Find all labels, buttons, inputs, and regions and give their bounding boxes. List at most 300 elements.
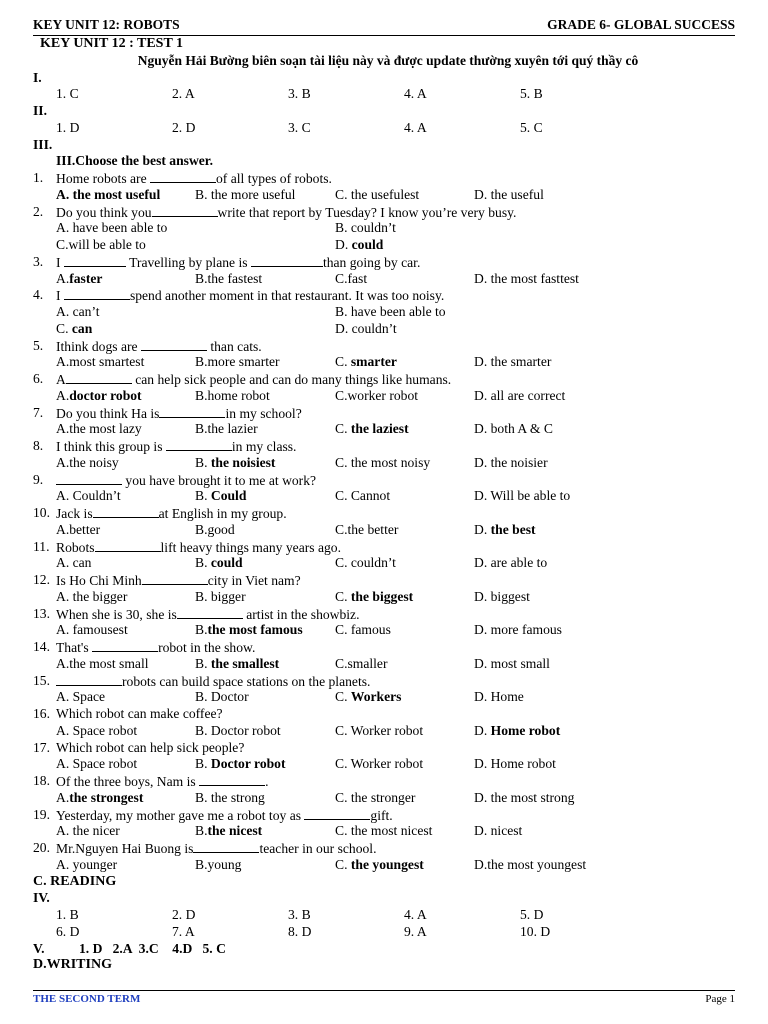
option-row — [33, 555, 743, 572]
option-text: A.the noisy — [56, 454, 119, 470]
answer-blank — [141, 338, 207, 351]
answer: 1. C — [56, 86, 79, 102]
page-header — [33, 17, 735, 36]
question-text: in my school? — [225, 405, 302, 421]
option-letter: D. — [474, 722, 491, 738]
answer-option — [335, 790, 415, 807]
test-title: KEY UNIT 12 : TEST 1 — [40, 36, 184, 51]
option-text: C. the usefulest — [335, 186, 420, 202]
answer-option — [195, 187, 295, 204]
option-text: the best — [490, 521, 536, 537]
answer-option — [335, 304, 446, 321]
option-text: Could — [210, 488, 247, 504]
option-row — [33, 723, 743, 740]
question-stem — [33, 254, 743, 271]
question-number: 6. — [33, 371, 44, 386]
option-letter: B. — [195, 454, 211, 470]
answer-option — [195, 388, 270, 405]
answer-option — [335, 321, 397, 338]
answer-option-correct — [195, 455, 275, 472]
question-text: in my class. — [231, 439, 297, 454]
option-text: D. biggest — [474, 588, 530, 604]
footer-term: THE SECOND TERM — [33, 993, 141, 1005]
option-row — [33, 790, 743, 807]
question-text: write that report by Tuesday? I know you’re very busy. — [217, 204, 517, 220]
question-stem — [33, 606, 743, 623]
option-text: can — [71, 320, 93, 336]
option-row — [33, 589, 743, 606]
option-text: the most famous — [207, 622, 303, 638]
reading-section-label: C. READING — [33, 873, 117, 889]
option-text: C. couldn’t — [335, 555, 396, 571]
header-unit-title: KEY UNIT 12: ROBOTS — [33, 17, 180, 32]
part-4-answers-row-1 — [33, 907, 743, 924]
option-text: D. the noisier — [474, 454, 548, 470]
option-text: the strongest — [69, 789, 144, 805]
answer-option-correct — [56, 321, 92, 338]
answer-option — [56, 656, 149, 673]
question-stem — [33, 807, 743, 824]
part-2-answers — [33, 120, 743, 137]
option-text: D.the most youngest — [474, 856, 587, 872]
question-number: 3. — [33, 253, 44, 269]
option-text: A. the most useful — [56, 186, 161, 202]
answer-blank — [56, 673, 122, 686]
question-number: 2. — [33, 203, 44, 219]
author-note: Nguyễn Hải Bường biên soạn tài liệu này và được update thường xuyên tới quý thầy cô — [137, 52, 639, 68]
option-text: D. Home — [474, 689, 524, 705]
answer-blank — [304, 807, 370, 820]
part-3-heading-text: Choose the best answer. — [75, 153, 213, 169]
answer-option — [474, 689, 524, 706]
option-text: A. Space robot — [56, 722, 138, 738]
question-stem — [33, 773, 743, 790]
option-letter: A. — [56, 270, 70, 286]
answer-option — [474, 354, 551, 371]
question-number: 19. — [33, 806, 50, 822]
option-letter: C. — [335, 421, 351, 437]
question-stem — [33, 287, 743, 304]
answer-option-correct — [195, 823, 262, 840]
question-text: Of the three boys, Nam is — [56, 774, 200, 789]
answer-option — [474, 823, 522, 840]
option-text: smarter — [350, 354, 397, 370]
option-text: B.the fastest — [195, 270, 263, 286]
option-text: D. are able to — [474, 555, 548, 571]
answer-blank — [56, 472, 122, 485]
question-stem — [33, 673, 743, 690]
question-stem — [33, 371, 743, 388]
option-text: the biggest — [350, 588, 414, 604]
answer-option-correct — [195, 656, 279, 673]
answer-option — [195, 421, 258, 438]
answer: 1. D — [56, 119, 80, 135]
option-letter: C. — [335, 354, 351, 370]
option-text: D. the smarter — [474, 354, 552, 370]
option-row — [33, 388, 743, 405]
option-text: could — [210, 555, 243, 571]
answer-option — [335, 723, 423, 740]
question-number: 15. — [33, 672, 50, 688]
answer-option — [195, 857, 241, 874]
part-4-answers-row-2 — [33, 924, 743, 941]
question-text: Which robot can make coffee? — [56, 706, 223, 721]
answer-option — [195, 689, 249, 706]
answer-option — [56, 589, 127, 606]
question-text: I — [56, 254, 64, 270]
option-text: D. the most strong — [474, 789, 575, 805]
option-letter: A. — [56, 789, 70, 805]
option-text: C. Worker robot — [335, 756, 424, 772]
answer-option — [56, 488, 121, 505]
question-stem — [33, 539, 743, 556]
answer-option — [56, 220, 167, 237]
option-text: A. Space robot — [56, 756, 138, 772]
answer-option-correct — [195, 622, 303, 639]
question-text: than cats. — [206, 338, 262, 354]
question-stem — [33, 405, 743, 422]
page-footer — [33, 990, 735, 1011]
answer-option-correct — [195, 555, 243, 572]
option-text: A.the most small — [56, 655, 149, 671]
question-number: 11. — [33, 538, 50, 554]
answer-option — [474, 622, 562, 639]
question-number: 13. — [33, 605, 50, 621]
option-letter: C. — [335, 856, 351, 872]
question-text: Mr.Nguyen Hai Buong is — [56, 841, 194, 856]
answer-option — [195, 522, 235, 539]
answer-option — [474, 790, 574, 807]
option-text: B.more smarter — [195, 354, 280, 370]
option-text: B.young — [195, 856, 242, 872]
answer: 10. D — [520, 923, 551, 939]
answer: 7. A — [172, 923, 195, 939]
option-text: C. Worker robot — [335, 722, 424, 738]
question-text: Home robots are — [56, 171, 150, 186]
answer: 4. A — [404, 907, 427, 922]
part-4-label: IV. — [33, 890, 50, 906]
option-letter: C. — [56, 320, 72, 336]
part-1-label: I. — [33, 69, 42, 85]
answer: 3. B — [288, 907, 311, 922]
option-text: B. the strong — [195, 789, 265, 805]
answer-option — [335, 220, 396, 237]
option-row — [33, 304, 743, 321]
answer-blank — [251, 254, 323, 267]
question-text: of all types of robots. — [216, 171, 332, 186]
option-text: C. the stronger — [335, 789, 416, 805]
answer-option — [56, 823, 120, 840]
option-text: B.good — [195, 521, 235, 537]
question-stem — [33, 338, 743, 355]
option-row — [33, 756, 743, 773]
answer-option — [335, 455, 430, 472]
option-text: D. Home robot — [474, 756, 556, 772]
option-row — [33, 689, 743, 706]
option-row — [33, 823, 743, 840]
question-number: 16. — [33, 706, 50, 721]
option-row — [33, 488, 743, 505]
answer: 9. A — [404, 923, 427, 939]
question-text: than going by car. — [322, 254, 421, 270]
answer-option-correct — [56, 790, 143, 807]
option-text: A. younger — [56, 856, 118, 872]
question-stem — [33, 505, 743, 522]
answer: 3. B — [288, 86, 311, 102]
option-row — [33, 656, 743, 673]
answer-option — [474, 555, 547, 572]
answer: 2. D — [172, 119, 196, 135]
question-text: Which robot can help sick people? — [56, 739, 245, 755]
answer: 5. B — [520, 86, 543, 102]
answer-option-correct — [195, 756, 286, 773]
answer-option-correct — [474, 522, 536, 539]
option-text: C.the better — [335, 521, 399, 537]
part-1-answers — [33, 86, 743, 103]
answer-blank — [66, 371, 132, 384]
answer-option — [335, 622, 391, 639]
question-text: lift heavy things many years ago. — [160, 539, 341, 555]
answer-option — [56, 857, 117, 874]
answer-option — [474, 421, 553, 438]
option-row — [33, 237, 743, 254]
question-text: A — [56, 372, 66, 387]
answer: 5. C — [520, 119, 543, 135]
question-text: can help sick people and can do many things like humans. — [131, 372, 452, 387]
option-text: Doctor robot — [210, 756, 286, 772]
option-text: C. Cannot — [335, 488, 391, 504]
question-text: Ithink dogs are — [56, 338, 141, 354]
answer-option — [56, 522, 100, 539]
option-text: C. the most nicest — [335, 823, 433, 839]
answer-option — [474, 388, 565, 405]
option-text: C. famous — [335, 622, 391, 638]
option-text: A. have been able to — [56, 220, 168, 236]
answer-option — [195, 354, 280, 371]
option-row — [33, 220, 743, 237]
option-text: the noisiest — [210, 454, 276, 470]
answer-option — [474, 589, 530, 606]
option-text: C.fast — [335, 270, 368, 286]
question-stem — [33, 204, 743, 221]
option-letter: A. — [56, 387, 70, 403]
answer-blank — [177, 606, 243, 619]
option-letter: B. — [195, 488, 211, 504]
option-text: A. Couldn’t — [56, 488, 121, 504]
answer-blank — [152, 204, 218, 217]
question-stem — [33, 740, 743, 757]
answer-option — [56, 304, 100, 321]
answer-blank — [92, 639, 158, 652]
option-text: B. Doctor — [195, 689, 249, 705]
question-text: I — [56, 288, 64, 304]
option-text: B. the more useful — [195, 186, 296, 202]
option-text: D. most small — [474, 655, 550, 671]
answer-option — [56, 689, 105, 706]
question-text: city in Viet nam? — [207, 573, 301, 588]
question-stem — [33, 572, 743, 589]
question-text: teacher in our school. — [259, 841, 377, 856]
answer-option — [56, 756, 137, 773]
option-text: C. the most noisy — [335, 454, 431, 470]
answer-blank — [150, 170, 216, 183]
option-text: the youngest — [350, 856, 424, 872]
writing-section-label: D.WRITING — [33, 957, 112, 973]
answer-option — [335, 522, 398, 539]
option-text: B. have been able to — [335, 304, 446, 319]
question-text: Travelling by plane is — [125, 254, 251, 270]
question-number: 12. — [33, 572, 50, 587]
option-row — [33, 321, 743, 338]
answer: 8. D — [288, 923, 312, 939]
answer: 2. D — [172, 907, 196, 922]
question-text: That's — [56, 640, 93, 655]
part-2-label: II. — [33, 103, 47, 118]
answer-option-correct — [195, 488, 246, 505]
answer-blank — [199, 773, 265, 786]
question-text: Do you think Ha is — [56, 405, 160, 421]
question-text: Yesterday, my mother gave me a robot toy as — [56, 807, 305, 823]
option-text: A.better — [56, 521, 101, 537]
answer-option — [195, 271, 262, 288]
question-number: 5. — [33, 337, 44, 353]
answer-option — [474, 271, 579, 288]
part-3-heading-number: III. — [56, 153, 76, 169]
question-text: robots can build space stations on the planets. — [122, 673, 371, 689]
answer-option — [335, 823, 432, 840]
footer-page-number: Page 1 — [705, 993, 735, 1005]
question-list — [33, 170, 743, 874]
answer-option-correct — [335, 589, 413, 606]
question-stem — [33, 472, 743, 489]
answer-option — [56, 237, 146, 254]
document-body — [33, 36, 743, 974]
option-text: D. the useful — [474, 186, 544, 202]
question-stem — [33, 170, 743, 187]
question-text: Robots — [56, 539, 95, 555]
question-number: 1. — [33, 170, 44, 185]
option-text: A. the bigger — [56, 588, 128, 604]
answer-option — [335, 656, 387, 673]
answer-option — [474, 656, 550, 673]
answer-blank — [95, 539, 161, 552]
option-text: D. all are correct — [474, 387, 566, 403]
question-number: 7. — [33, 404, 44, 420]
option-text: could — [351, 237, 384, 252]
option-text: the laziest — [350, 421, 409, 437]
answer-option — [335, 756, 423, 773]
answer-option — [335, 187, 419, 204]
option-text: the nicest — [207, 823, 263, 839]
option-row — [33, 187, 743, 204]
answer-option-correct — [335, 354, 397, 371]
option-text: A.most smartest — [56, 354, 145, 370]
option-letter: B. — [195, 823, 208, 839]
answer-option — [56, 555, 91, 572]
option-letter: B. — [195, 655, 211, 671]
option-text: B. couldn’t — [335, 220, 396, 236]
option-letter: B. — [195, 756, 211, 772]
option-text: A.the most lazy — [56, 421, 142, 437]
answer: 5. D — [520, 907, 544, 922]
question-text: artist in the showbiz. — [242, 606, 360, 622]
question-stem — [33, 840, 743, 857]
option-text: A. the nicer — [56, 823, 120, 839]
question-text: gift. — [370, 807, 393, 823]
option-text: B. bigger — [195, 588, 246, 604]
question-text: Is Ho Chi Minh — [56, 573, 142, 588]
part-5-label: V. — [33, 940, 45, 956]
option-text: D. Will be able to — [474, 488, 571, 504]
option-text: D. both A & C — [474, 421, 553, 437]
question-text: you have brought it to me at work? — [122, 472, 317, 488]
option-letter: D. — [474, 521, 491, 537]
answer-option — [474, 455, 548, 472]
option-letter: C. — [335, 588, 351, 604]
answer-option-correct — [335, 689, 401, 706]
option-letter: B. — [195, 622, 208, 638]
answer: 1. B — [56, 907, 79, 922]
answer-option — [56, 723, 137, 740]
answer: 2. A — [172, 86, 195, 102]
option-text: faster — [69, 270, 103, 286]
answer-option — [195, 790, 265, 807]
answer-blank — [159, 405, 225, 418]
answer-option — [474, 187, 544, 204]
option-row — [33, 455, 743, 472]
option-letter: D. — [335, 237, 352, 252]
question-number: 18. — [33, 773, 50, 788]
option-row — [33, 354, 743, 371]
answer-option — [335, 555, 396, 572]
question-number: 20. — [33, 840, 50, 855]
option-text: D. more famous — [474, 622, 562, 638]
question-number: 9. — [33, 471, 44, 487]
question-number: 4. — [33, 287, 44, 303]
answer-option-correct — [56, 388, 142, 405]
option-row — [33, 421, 743, 438]
question-stem — [33, 706, 743, 723]
question-number: 10. — [33, 505, 50, 520]
part-5-line — [33, 941, 743, 958]
answer-option-correct — [56, 187, 160, 204]
option-text: B.the lazier — [195, 421, 258, 437]
answer-option — [335, 488, 390, 505]
answer-blank — [193, 840, 259, 853]
answer-option — [335, 388, 418, 405]
question-text: . — [265, 774, 269, 789]
question-text: Jack is — [56, 506, 93, 521]
question-text: at English in my group. — [158, 506, 287, 521]
question-text: robot in the show. — [158, 640, 256, 655]
answer: 3. C — [288, 119, 311, 135]
question-number: 17. — [33, 739, 50, 755]
option-text: doctor robot — [69, 387, 142, 403]
option-text: C.worker robot — [335, 387, 419, 403]
answer-option-correct — [56, 271, 102, 288]
question-number: 14. — [33, 639, 50, 654]
part-3-label: III. — [33, 136, 53, 152]
answer-option — [474, 756, 556, 773]
answer-option — [474, 488, 570, 505]
option-row — [33, 857, 743, 874]
part-5-answers: 1. D 2.A 3.C 4.D 5. C — [79, 940, 226, 956]
option-text: the smallest — [210, 655, 280, 671]
option-text: Home robot — [490, 722, 561, 738]
answer-option-correct — [335, 421, 409, 438]
option-text: D. nicest — [474, 823, 523, 839]
option-text: D. couldn’t — [335, 320, 397, 336]
